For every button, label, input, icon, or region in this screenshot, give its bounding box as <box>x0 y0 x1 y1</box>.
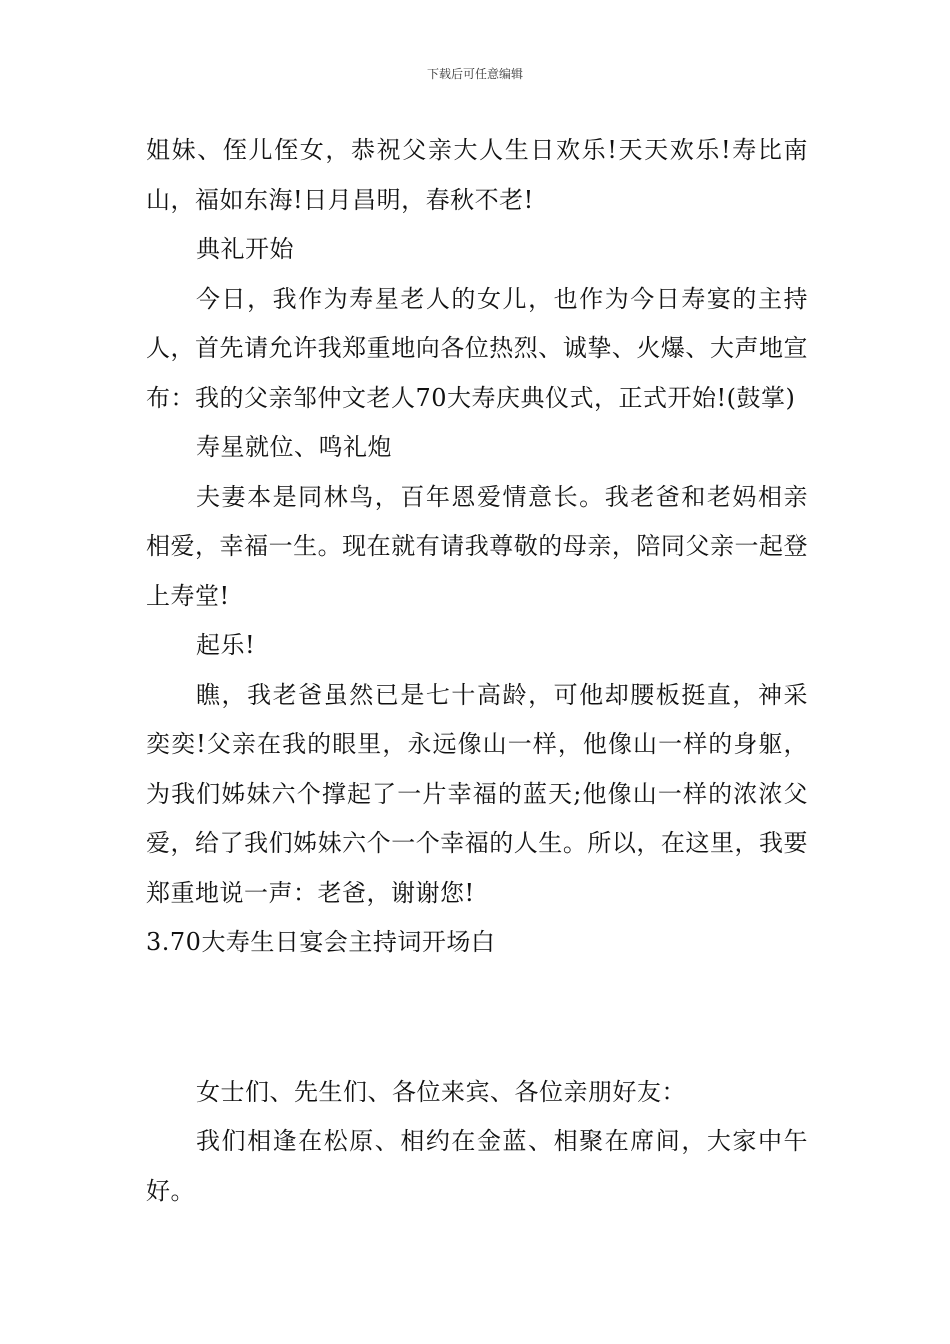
page-header-note: 下载后可任意编辑 <box>426 67 523 81</box>
paragraph-blessing: 姐妹、侄儿侄女，恭祝父亲大人生日欢乐!天天欢乐!寿比南山，福如东海!日月昌明，春秋不老! <box>146 136 808 214</box>
paragraph-music-cue: 起乐! <box>196 631 256 659</box>
section-heading: 3.70大寿生日宴会主持词开场白 <box>146 928 496 956</box>
paragraph-parents: 夫妻本是同林鸟，百年恩爱情意长。我老爸和老妈相亲相爱，幸福一生。现在就有请我尊敬的母亲，陪同父亲一起登上寿堂! <box>146 482 808 610</box>
paragraph-ceremony-start-heading: 典礼开始 <box>196 235 294 263</box>
paragraph-announcement: 今日，我作为寿星老人的女儿，也作为今日寿宴的主持人，首先请允许我郑重地向各位热烈、诚挚、火爆、大声地宣布：我的父亲邹仲文老人70大寿庆典仪式，正式开始!(鼓掌) <box>146 284 808 412</box>
paragraph-tribute: 瞧，我老爸虽然已是七十高龄，可他却腰板挺直，神采奕奕!父亲在我的眼里，永远像山一样，他像山一样的身躯，为我们姊妹六个撑起了一片幸福的蓝天;他像山一样的浓浓父爱，给了我们姊妹六个一个幸福的人生。所以，在这里，我要郑重地说一声：老爸，谢谢您! <box>146 680 808 907</box>
section-spacer <box>146 968 808 1068</box>
document-body <box>146 126 808 1216</box>
paragraph-seating-heading: 寿星就位、鸣礼炮 <box>196 433 392 461</box>
paragraph-greeting: 女士们、先生们、各位来宾、各位亲朋好友： <box>196 1077 686 1106</box>
paragraph-welcome: 我们相逢在松原、相约在金蓝、相聚在席间，大家中午好。 <box>146 1127 808 1205</box>
